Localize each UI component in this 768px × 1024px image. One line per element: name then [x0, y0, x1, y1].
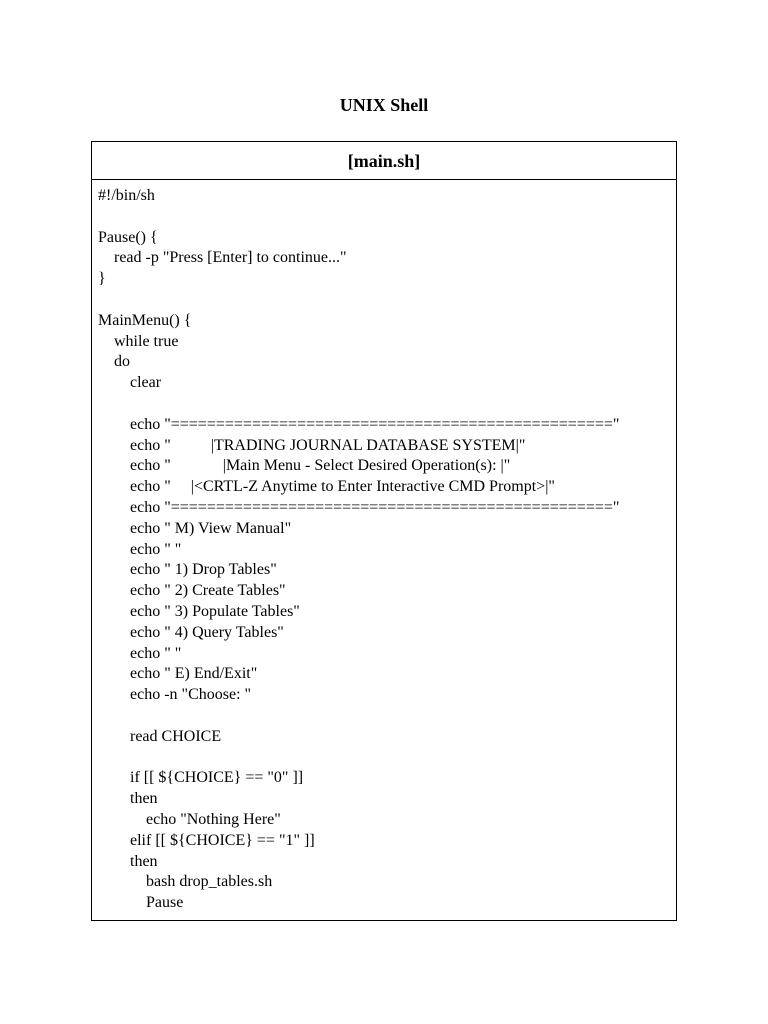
code-listing-box	[91, 141, 677, 921]
code-line: if [[ ${CHOICE} == "0" ]]	[98, 769, 304, 787]
code-line: echo " |TRADING JOURNAL DATABASE SYSTEM|"	[98, 436, 526, 454]
code-line: Pause	[98, 894, 184, 912]
code-file-label: [main.sh]	[92, 142, 676, 180]
code-line: echo " M) View Manual"	[98, 519, 292, 537]
code-line: echo " 4) Query Tables"	[98, 623, 284, 641]
code-line: echo " "	[98, 540, 182, 558]
code-line: do	[98, 353, 130, 371]
code-line: echo -n "Choose: "	[98, 686, 252, 704]
code-line	[98, 748, 676, 769]
code-line: echo " |<CRTL-Z Anytime to Enter Interactive CMD Prompt>|"	[98, 478, 555, 496]
code-line: echo " "	[98, 644, 182, 662]
code-line	[98, 706, 676, 727]
code-line: echo "Nothing Here"	[98, 810, 281, 828]
code-line: then	[98, 852, 158, 870]
code-line: elif [[ ${CHOICE} == "1" ]]	[98, 831, 315, 849]
code-line: echo "================================================="	[98, 498, 620, 516]
code-line: echo " 2) Create Tables"	[98, 582, 286, 600]
code-line: read -p "Press [Enter] to continue..."	[98, 249, 347, 267]
code-line: echo " 3) Populate Tables"	[98, 602, 300, 620]
page-title: UNIX Shell	[339, 95, 429, 115]
code-line: echo " |Main Menu - Select Desired Operation(s): |"	[98, 457, 511, 475]
code-line: echo " E) End/Exit"	[98, 665, 258, 683]
code-line	[98, 394, 676, 415]
code-line: then	[98, 790, 158, 808]
code-line: bash drop_tables.sh	[98, 873, 273, 891]
code-line: MainMenu() {	[98, 311, 192, 329]
code-line	[98, 207, 676, 228]
code-line: #!/bin/sh	[98, 187, 155, 204]
code-line: }	[98, 270, 106, 288]
code-line: while true	[98, 332, 179, 350]
code-line: echo "================================================="	[98, 415, 620, 433]
code-line	[98, 290, 676, 311]
code-line: echo " 1) Drop Tables"	[98, 561, 277, 579]
code-body	[92, 180, 676, 914]
code-line: read CHOICE	[98, 727, 222, 745]
code-line: Pause() {	[98, 228, 158, 246]
code-line: clear	[98, 374, 162, 392]
